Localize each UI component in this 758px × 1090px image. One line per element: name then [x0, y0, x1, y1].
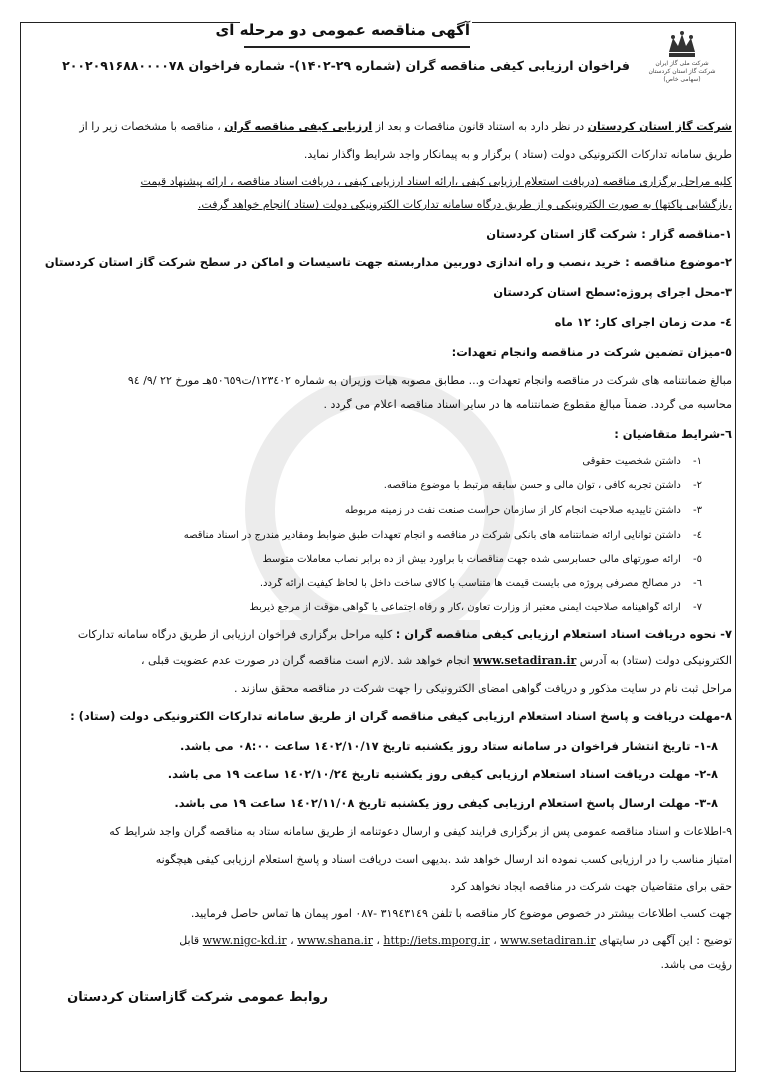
section-5-heading: ٥-میزان تضمین شرکت در مناقصه وانجام تعهدات: — [451, 346, 732, 359]
site-link-nigc[interactable]: www.nigc-kd.ir — [202, 934, 287, 947]
site-link-setadiran[interactable]: www.setadiran.ir — [500, 934, 596, 947]
section-7-line-1 — [26, 628, 732, 641]
company-name: شرکت گاز استان کردستان — [587, 120, 732, 133]
intro-line-3: کلیه مراحل برگزاری مناقصه (دریافت استعلام ارزیابی کیفی ،ارائه اسناد ارزیابی کیفی ، دریافت اسناد مناقصه ، ارائه پیشنهاد قیمت — [140, 175, 732, 188]
condition-text: در مصالح مصرفی پروژه می بایست قیمت ها متناسب با کالای ساخت داخل با لحاظ کیفیت ارائه گردد. — [259, 578, 681, 589]
section-5-line-1: مبالغ ضمانتنامه های شرکت در مناقصه وانجام تعهدات و... مطابق مصوبه هیات وزیران به شماره ۱۲۳٤۰۲/ت٥٠٦٥٩هـ مورخ ۲۲ /۹/ ۹٤ — [127, 374, 732, 387]
logo-text-3: (سهامی خاص) — [663, 76, 701, 83]
section-7-line-2 — [26, 654, 732, 667]
condition-text: ارائه صورتهای مالی حسابرسی شده جهت مناقصات با برآورد بیش از ده برابر نصاب معاملات متوسط — [262, 554, 681, 565]
intro-line-2: طریق سامانه تدارکات الکترونیکی دولت (ستاد ) برگزار و به پیمانکار واجد شرایط واگذار نماید. — [303, 148, 732, 161]
section-1: ۱-مناقصه گزار : شرکت گاز استان کردستان — [486, 228, 732, 241]
condition-number: ۲- — [693, 480, 702, 491]
company-logo — [636, 30, 728, 92]
submit-deadline-line: ۳-۸- مهلت ارسال پاسخ استعلام ارزیابی کیفی روز یکشنبه تاریخ ۱٤۰۲/۱۱/۰۸ ساعت ۱۹ می باشد. — [174, 797, 718, 810]
publish-date-line: ۱-۸- تاریخ انتشار فراخوان در سامانه ستاد روز یکشنبه تاریخ ۱٤۰۲/۱۰/۱۷ ساعت ۰۸:۰۰ می باشد. — [179, 740, 718, 753]
section-7-line-3: مراحل ثبت نام در سایت مذکور و دریافت گواهی امضای الکترونیکی را جهت شرکت در مناقصه محقق سازند . — [233, 682, 732, 695]
condition-item — [26, 578, 702, 590]
condition-text: داشتن توانایی ارائه ضمانتنامه های بانکی شرکت در مناقصه و انجام تعهدات طبق ضوابط ومقادیر مندرج در اسناد مناقصه — [183, 530, 681, 541]
condition-text: ارائه گواهینامه صلاحیت ایمنی معتبر از وزارت تعاون ،کار و رفاه اجتماعی یا گواهی موقت از مرجع ذیربط — [249, 602, 681, 613]
section-3: ۳-محل اجرای پروژه:سطح استان کردستان — [493, 286, 732, 299]
intro-text: در نظر دارد به استناد قانون مناقصات و بعد از — [372, 120, 588, 133]
condition-number: ۷- — [693, 602, 702, 613]
condition-item — [26, 602, 702, 614]
condition-number: ٦- — [693, 578, 702, 589]
condition-text: داشتن تاییدیه صلاحیت انجام کار از سازمان حراست صنعت نفت در زمینه مربوطه — [344, 505, 681, 516]
receive-deadline-line: ۲-۸- مهلت دریافت اسناد استعلام ارزیابی کیفی روز یکشنبه تاریخ ۱٤۰۲/۱۰/۲٤ ساعت ۱۹ می باشد. — [167, 768, 718, 781]
note-suffix: قابل — [179, 934, 203, 947]
setadiran-link[interactable]: www.setadiran.ir — [473, 654, 577, 667]
section-9-line-1: ۹-اطلاعات و اسناد مناقصه عمومی پس از برگزاری فرایند کیفی و ارسال دعوتنامه از طریق سامانه ستاد به مناقصه گران واجد شرایط که — [109, 825, 732, 838]
section-5-line-2: محاسبه می گردد. ضمناً مبالغ مقطوع ضمانتنامه ها در سایر اسناد مناقصه اعلام می گردد . — [323, 398, 732, 411]
condition-number: ۳- — [693, 505, 702, 516]
quality-evaluation: ارزیابی کیفی مناقصه گران — [224, 120, 373, 133]
tender-subtitle: فراخوان ارزیابی کیفی مناقصه گران (شماره ۲۹-۱۴۰۲)- شماره فراخوان ۲۰۰۲۰۹۱۶۸۸۰۰۰۰۷۸ — [62, 58, 630, 73]
site-link-iets[interactable]: http://iets.mporg.ir — [383, 934, 490, 947]
separator: ، — [489, 934, 501, 947]
condition-item — [26, 456, 702, 468]
condition-item — [26, 480, 702, 492]
page-title: آگهی مناقصه عمومی دو مرحله ای — [244, 18, 470, 48]
condition-item — [26, 554, 702, 566]
section-7-heading: ۷- نحوه دریافت اسناد استعلام ارزیابی کیفی مناقصه گران : — [395, 628, 732, 641]
section-7-text: الکترونیکی دولت (ستاد) به آدرس — [576, 654, 732, 667]
section-2: ۲-موضوع مناقصه : خرید ،نصب و راه اندازی دوربین مداربسته جهت تاسیسات و اماکن در سطح شرکت گاز استان کردستان — [44, 256, 732, 269]
site-link-shana[interactable]: www.shana.ir — [297, 934, 373, 947]
condition-number: ٤- — [693, 530, 702, 541]
note-line-2: رؤیت می باشد. — [660, 958, 732, 971]
intro-line-4: ،بازگشایی پاکتها) به صورت الکترونیکی و از طریق درگاه سامانه تدارکات الکترونیکی دولت (ستاد )انجام خواهد گرفت. — [197, 198, 732, 211]
separator: ، — [372, 934, 384, 947]
intro-text: ، مناقصه با مشخصات زیر را از — [79, 120, 225, 133]
logo-text-1: شرکت ملی گاز ایران — [655, 60, 709, 67]
intro-line-1 — [26, 120, 732, 133]
contact-line: جهت کسب اطلاعات بیشتر در خصوص موضوع کار مناقصه با تلفن ۳۱۹٤۳۱٤۹ -۰۸۷ امور پیمان ها تماس حاصل فرمایید. — [190, 907, 732, 920]
section-9-line-3: حقی برای متقاضیان جهت شرکت در مناقصه ایجاد نخواهد کرد — [450, 880, 732, 893]
section-8-heading: ۸-مهلت دریافت و پاسخ اسناد استعلام ارزیابی کیفی مناقصه گران از طریق سامانه تدارکات الکترونیکی دولت (ستاد) : — [70, 710, 732, 723]
separator: ، — [286, 934, 298, 947]
section-4: ٤- مدت زمان اجرای کار: ۱۲ ماه — [554, 316, 732, 329]
note-line-1 — [26, 934, 732, 947]
condition-item — [26, 505, 702, 517]
condition-item — [26, 530, 702, 542]
section-7-text: کلیه مراحل برگزاری فراخوان ارزیابی از طریق درگاه سامانه تدارکات — [77, 628, 396, 641]
nigc-crown-icon — [665, 30, 699, 60]
footer-signature: روابط عمومی شرکت گازاستان کردستان — [67, 990, 328, 1005]
condition-number: ٥- — [693, 554, 702, 565]
section-7-text: انجام خواهد شد .لازم است مناقصه گران در صورت عدم عضویت قبلی ، — [140, 654, 474, 667]
condition-number: ۱- — [693, 456, 702, 467]
logo-text-2: شرکت گاز استان کردستان — [648, 68, 716, 75]
note-prefix: توضیح : این آگهی در سایتهای — [595, 934, 732, 947]
condition-text: داشتن تجربه کافی ، توان مالی و حسن سابقه مرتبط با موضوع مناقصه. — [383, 480, 681, 491]
section-9-line-2: امتیاز مناسب را در ارزیابی کسب نموده اند ارسال خواهد شد .بدیهی است دریافت اسناد و پاسخ استعلام ارزیابی کیفی هیچگونه — [155, 853, 732, 866]
section-6-heading: ٦-شرایط متقاضیان : — [614, 428, 732, 441]
condition-text: داشتن شخصیت حقوقی — [582, 456, 681, 467]
